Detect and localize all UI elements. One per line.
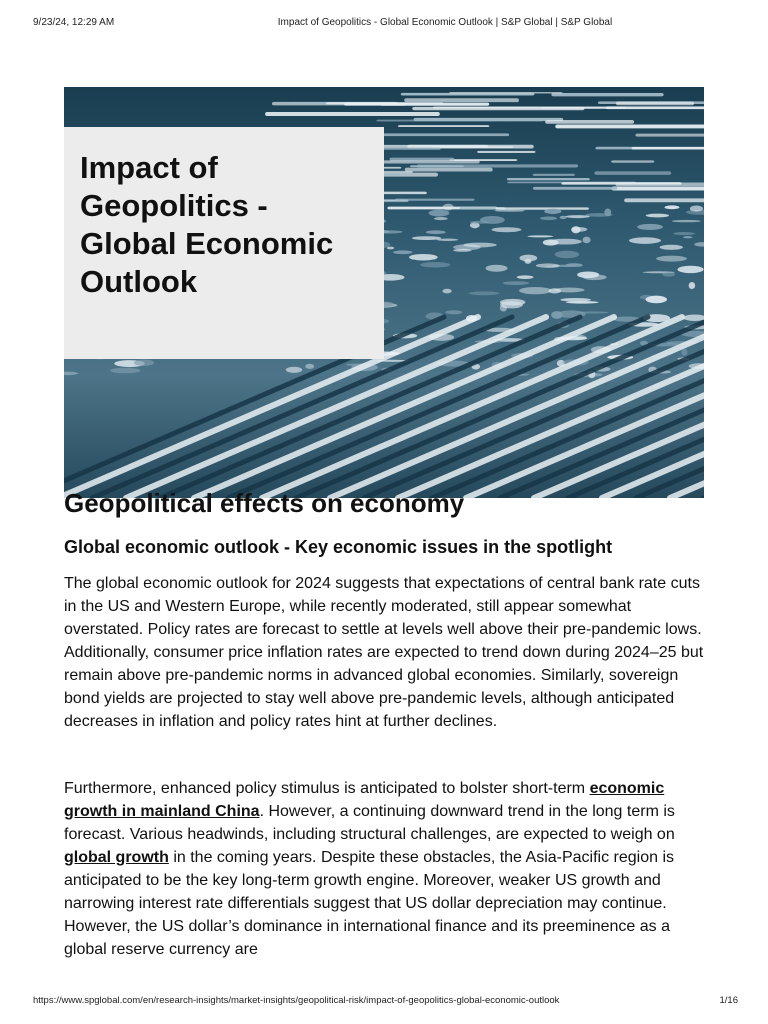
ripple-streak — [477, 151, 535, 153]
ripple-dapple — [463, 243, 497, 248]
print-header — [0, 17, 768, 31]
ripple-streak — [265, 112, 440, 116]
ripple-dapple — [305, 364, 314, 369]
ripple-streak — [405, 168, 493, 172]
print-footer — [0, 995, 768, 1009]
ripple-dapple — [420, 262, 450, 267]
ripple-dapple — [134, 359, 154, 366]
paragraph-1: The global economic outlook for 2024 suggests that expectations of central bank rate cuts in the US and Western Europe, while recently moderated, still appear somewhat overstated. Policy rates are forecast to settle at levels well above their pre-pandemic lows. Additionally, consumer price inflation rates are expected to trend down during 2024–25 but remain above pre-pandemic norms in advanced global economies. Similarly, sovereign bond yields are projected to stay well above pre-pandemic levels, although anticipated decreases in inflation and policy rates hint at further declines. — [64, 575, 704, 730]
ripple-dapple — [689, 282, 696, 289]
ripple-dapple — [393, 250, 413, 254]
ripple-streak — [555, 124, 704, 128]
ripple-dapple — [409, 254, 438, 261]
hero-title-card — [64, 127, 384, 359]
ripple-dapple — [519, 287, 552, 294]
ripple-streak — [412, 107, 584, 110]
ripple-dapple — [555, 251, 580, 259]
ripple-dapple — [387, 247, 394, 250]
ripple-dapple — [540, 216, 557, 220]
ripple-dapple — [560, 298, 591, 301]
ripple-dapple — [646, 214, 669, 218]
paragraph-2-text-1: Furthermore, enhanced policy stimulus is anticipated to bolster short-term — [64, 780, 590, 797]
ripple-streak — [398, 125, 489, 127]
ripple-dapple — [494, 209, 525, 211]
ripple-streak — [615, 182, 704, 186]
ripple-dapple — [683, 236, 692, 238]
ripple-dapple — [469, 291, 500, 295]
subheading: Global economic outlook - Key economic issues in the spotlight — [64, 537, 613, 557]
ripple-dapple — [672, 220, 701, 222]
ripple-streak — [611, 160, 654, 162]
ripple-streak — [449, 92, 562, 94]
ripple-streak — [380, 103, 489, 106]
print-url: https://www.spglobal.com/en/research-insights/market-insights/geopolitical-risk/impact-of-geopolitics-global-economic-outlook — [33, 995, 560, 1006]
ripple-dapple — [426, 230, 446, 234]
ripple-streak — [612, 186, 704, 190]
ripple-dapple — [520, 255, 538, 262]
ripple-dapple — [429, 210, 450, 217]
ripple-dapple — [503, 281, 529, 285]
ripple-dapple — [434, 217, 448, 220]
paragraph-2 — [64, 777, 704, 961]
ripple-dapple — [527, 235, 553, 237]
ripple-dapple — [565, 215, 590, 218]
ripple-streak — [545, 120, 634, 124]
ripple-dapple — [445, 310, 462, 314]
ripple-dapple — [286, 367, 302, 373]
ripple-dapple — [544, 209, 561, 214]
ripple-dapple — [442, 289, 451, 294]
ripple-dapple — [437, 239, 458, 242]
ripple-streak — [631, 147, 704, 150]
ripple-dapple — [480, 216, 505, 224]
ripple-dapple — [500, 301, 523, 308]
ripple-dapple — [646, 296, 667, 304]
ripple-dapple — [554, 288, 584, 293]
ripple-streak — [594, 171, 671, 175]
page-title: Impact of Geopolitics - Global Economic Outlook — [80, 150, 334, 299]
ripple-streak — [616, 102, 694, 106]
ripple-dapple — [517, 275, 534, 279]
ripple-dapple — [662, 272, 675, 277]
link-global-growth[interactable]: global growth — [64, 849, 169, 866]
ripple-streak — [635, 134, 704, 137]
ripple-dapple — [681, 349, 687, 356]
ripple-dapple — [491, 227, 521, 232]
paragraph-2-text-3: in the coming years. Despite these obstacles, the Asia-Pacific region is anticipated to be the key long-term growth engine. Moreover, weaker US growth and narrowing interest rate differentials suggest that US dollar depreciation may continue. However, the US dollar’s dominance in international finance and its preeminence as a global reserve currency are — [64, 849, 675, 958]
ripple-dapple — [571, 227, 587, 232]
ripple-dapple — [656, 256, 687, 262]
ripple-streak — [495, 207, 588, 209]
ripple-dapple — [486, 265, 508, 272]
ripple-dapple — [660, 245, 683, 250]
ripple-streak — [395, 199, 475, 201]
ripple-dapple — [110, 368, 140, 373]
link-economic-growth-china[interactable]: economic growth in mainland China — [64, 780, 665, 820]
ripple-dapple — [583, 237, 591, 244]
ripple-dapple — [690, 205, 703, 211]
ripple-dapple — [673, 232, 695, 235]
ripple-dapple — [560, 216, 567, 219]
ripple-dapple — [637, 224, 663, 230]
ripple-streak — [507, 178, 590, 180]
print-date: 9/23/24, 12:29 AM — [33, 17, 115, 28]
ripple-dapple — [677, 266, 703, 273]
ripple-dapple — [412, 236, 442, 240]
ripple-dapple — [629, 237, 661, 244]
page-number: 1/16 — [719, 995, 738, 1006]
ripple-streak — [533, 187, 617, 190]
ripple-streak — [376, 120, 542, 122]
ripple-dapple — [443, 204, 454, 211]
ripple-dapple — [577, 271, 599, 278]
ripple-dapple — [665, 205, 680, 209]
ripple-dapple — [548, 239, 581, 245]
ripple-dapple — [536, 263, 560, 267]
print-title: Impact of Geopolitics - Global Economic Outlook | S&P Global | S&P Global — [277, 17, 613, 28]
ripple-streak — [551, 93, 663, 96]
ripple-streak — [624, 198, 704, 202]
section-heading: Geopolitical effects on economy — [64, 488, 465, 518]
ripple-streak — [533, 174, 575, 176]
ripple-streak — [404, 98, 519, 102]
ripple-streak — [410, 165, 464, 167]
paragraph-2-text-2: . However, a continuing downward trend in the long term is forecast. Various headwinds, including structural challenges, are expected to weigh on — [64, 803, 675, 843]
